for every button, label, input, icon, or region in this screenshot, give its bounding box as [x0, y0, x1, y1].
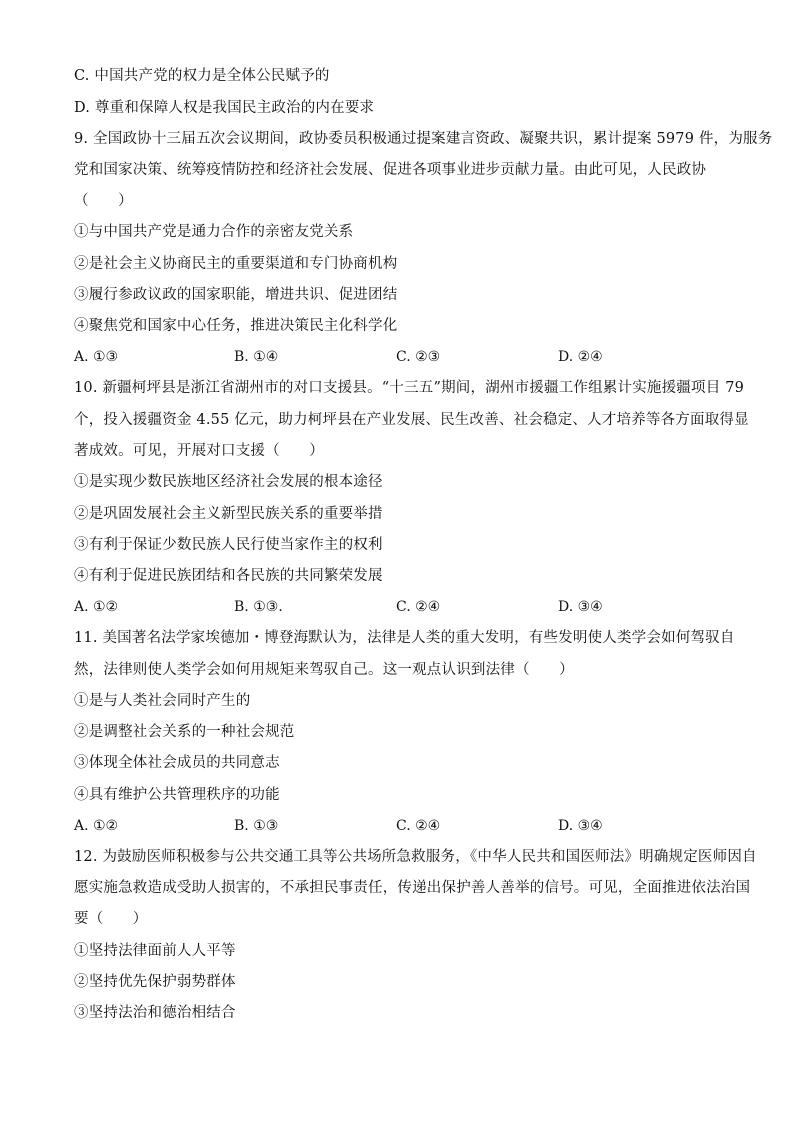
option-b[interactable]: B. ①③. [234, 599, 283, 615]
option-a[interactable]: A. ①② [74, 599, 119, 615]
option-b[interactable]: B. ①④ [234, 349, 279, 365]
statement-3: ③坚持法治和德治相结合 [74, 1005, 236, 1021]
statement-4: ④具有维护公共管理秩序的功能 [74, 787, 280, 803]
question-stem-line: 11. 美国著名法学家埃德加・博登海默认为，法律是人类的重大发明，有些发明使人类学会如何驾驭自 [74, 630, 735, 646]
statement-1: ①坚持法律面前人人平等 [74, 943, 236, 959]
statement-3: ③体现全体社会成员的共同意志 [74, 755, 280, 771]
question-stem-line: 要（ ） [74, 911, 148, 927]
option-d-prev: D. 尊重和保障人权是我国民主政治的内在要求 [74, 100, 375, 116]
option-d[interactable]: D. ③④ [558, 599, 603, 615]
statement-1: ①与中国共产党是通力合作的亲密友党关系 [74, 224, 354, 240]
option-a[interactable]: A. ①③ [74, 349, 119, 365]
statement-2: ②是社会主义协商民主的重要渠道和专门协商机构 [74, 256, 398, 272]
option-c[interactable]: C. ②③ [396, 349, 441, 365]
statement-4: ④聚焦党和国家中心任务，推进决策民主化科学化 [74, 318, 398, 334]
statement-1: ①是实现少数民族地区经济社会发展的根本途径 [74, 474, 383, 490]
option-b[interactable]: B. ①③ [234, 818, 279, 834]
question-stem-line: 个，投入援疆资金 4.55 亿元，助力柯坪县在产业发展、民生改善、社会稳定、人才培养等各方面取得显 [74, 412, 749, 428]
question-stem-line: 然，法律则使人类学会如何用规矩来驾驭自己。这一观点认识到法律（ ） [74, 662, 574, 678]
statement-2: ②坚持优先保护弱势群体 [74, 974, 236, 990]
option-c[interactable]: C. ②④ [396, 599, 441, 615]
options-row [74, 597, 724, 617]
answer-blank: （ ） [74, 193, 133, 209]
question-stem-line: 愿实施急救造成受助人损害的，不承担民事责任，传递出保护善人善举的信号。可见，全面推进依法治国 [74, 880, 751, 896]
statement-4: ④有利于促进民族团结和各民族的共同繁荣发展 [74, 568, 383, 584]
options-row [74, 816, 724, 836]
option-c-prev: C. 中国共产党的权力是全体公民赋予的 [74, 68, 330, 84]
option-a[interactable]: A. ①② [74, 818, 119, 834]
option-c[interactable]: C. ②④ [396, 818, 441, 834]
statement-2: ②是调整社会关系的一种社会规范 [74, 724, 295, 740]
question-stem-line: 9. 全国政协十三届五次会议期间，政协委员积极通过提案建言资政、凝聚共识，累计提案 5979 件，为服务 [74, 131, 773, 147]
statement-3: ③履行参政议政的国家职能，增进共识、促进团结 [74, 287, 398, 303]
option-d[interactable]: D. ③④ [558, 818, 603, 834]
statement-1: ①是与人类社会同时产生的 [74, 693, 251, 709]
question-stem-line: 党和国家决策、统筹疫情防控和经济社会发展、促进各项事业进步贡献力量。由此可见，人民政协 [74, 162, 707, 178]
question-stem-line: 12. 为鼓励医师积极参与公共交通工具等公共场所急救服务，《中华人民共和国医师法》明确规定医师因自 [74, 849, 757, 865]
option-d[interactable]: D. ②④ [558, 349, 603, 365]
question-stem-line: 10. 新疆柯坪县是浙江省湖州市的对口支援县。“十三五”期间，湖州市援疆工作组累计实施援疆项目 79 [74, 380, 745, 396]
question-stem-line: 著成效。可见，开展对口支援（ ） [74, 443, 324, 459]
statement-2: ②是巩固发展社会主义新型民族关系的重要举措 [74, 506, 383, 522]
statement-3: ③有利于保证少数民族人民行使当家作主的权利 [74, 537, 383, 553]
options-row [74, 347, 724, 367]
